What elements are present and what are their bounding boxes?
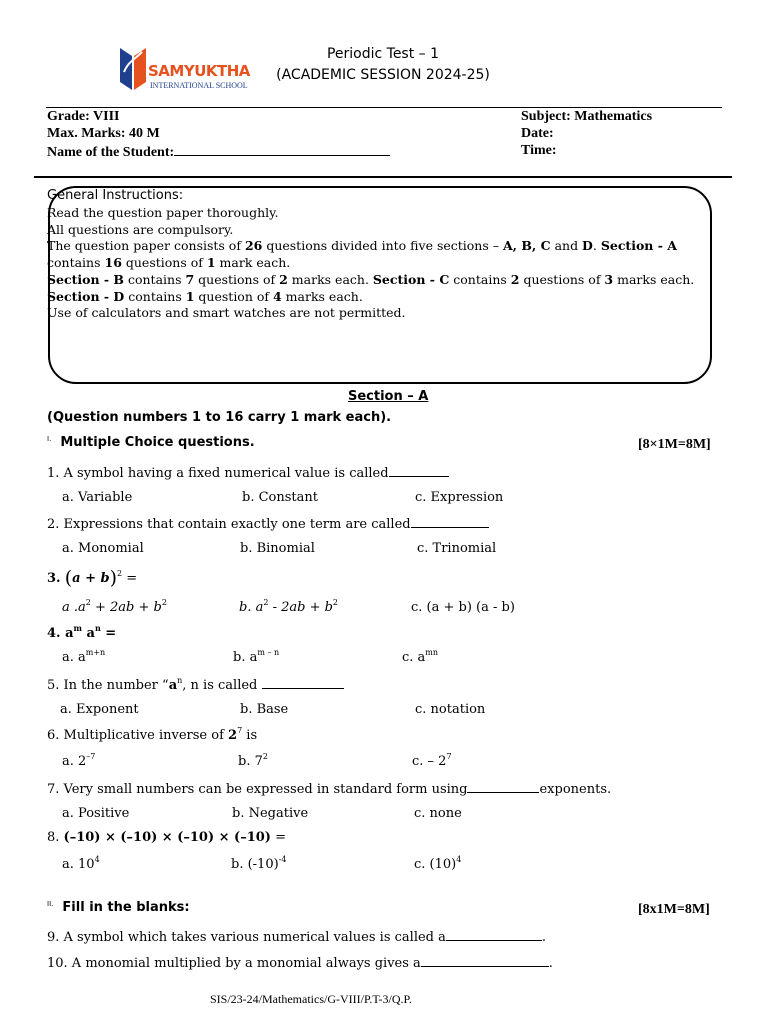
q5-answer-blank[interactable]	[262, 676, 344, 689]
instruction-line-1: Read the question paper thoroughly.	[47, 205, 279, 220]
q5-option-a[interactable]: a. Exponent	[60, 702, 139, 717]
subject-label: Subject: Mathematics	[521, 109, 653, 124]
q6-option-b[interactable]: b. $7^2$	[238, 752, 268, 769]
q10-answer-blank[interactable]	[421, 954, 549, 967]
instruction-line-4: contains 16 questions of 1 mark each.	[47, 255, 291, 270]
instruction-line-7: Use of calculators and smart watches are not permitted.	[47, 305, 406, 320]
test-title: Periodic Test – 1	[326, 46, 440, 62]
section-a-subtitle: (Question numbers 1 to 16 carry 1 mark each).	[47, 410, 392, 425]
header-divider	[34, 176, 732, 178]
q4-option-b[interactable]: b. $a^{m - n}$	[233, 648, 280, 665]
q1-answer-blank[interactable]	[389, 464, 449, 477]
part-1-number: I.	[47, 435, 52, 443]
q1-option-a[interactable]: a. Variable	[62, 490, 133, 505]
q4-option-a[interactable]: a. $a^{m+n}$	[62, 648, 106, 665]
part-1-title: Multiple Choice questions.	[60, 435, 255, 450]
academic-session: (ACADEMIC SESSION 2024-25)	[276, 67, 490, 83]
instruction-line-3: The question paper consists of 26 questions divided into five sections – A, B, C and D. Section - A	[47, 238, 677, 253]
part-1-marks: [8×1M=8M]	[638, 437, 711, 452]
q2-answer-blank[interactable]	[411, 515, 489, 528]
q8-option-a[interactable]: a. $10^4$	[62, 855, 100, 872]
part-2-number: II.	[47, 900, 54, 908]
student-name-text: Name of the Student:	[47, 145, 175, 160]
instructions-heading: General Instructions:	[47, 188, 184, 203]
instruction-line-2: All questions are compulsory.	[47, 222, 234, 237]
q6-option-a[interactable]: a. $2^{-7}$	[62, 752, 96, 769]
question-7: 7. Very small numbers can be expressed in standard form using exponents.	[47, 782, 612, 797]
student-name-label	[47, 143, 390, 161]
question-10: 10. A monomial multiplied by a monomial always gives a .	[47, 956, 553, 971]
q3-number: 3.	[47, 571, 61, 586]
school-logo	[118, 44, 250, 96]
logo-emblem-icon	[118, 44, 148, 92]
question-6: 6. Multiplicative inverse of $2^7$ is	[47, 726, 258, 743]
part-2-heading	[47, 900, 190, 915]
footer-code: SIS/23-24/Mathematics/G-VIII/P.T-3/Q.P.	[210, 992, 412, 1006]
q1-option-c[interactable]: c. Expression	[415, 490, 504, 505]
q5-option-c[interactable]: c. notation	[415, 702, 486, 717]
q2-option-a[interactable]: a. Monomial	[62, 541, 144, 556]
time-label: Time:	[521, 143, 557, 158]
q7-option-a[interactable]: a. Positive	[62, 806, 130, 821]
date-label: Date:	[521, 126, 554, 141]
q3-expression: a + b	[72, 571, 110, 586]
logo-name: SAMYUKTHA	[148, 62, 250, 80]
instruction-line-6: Section - D contains 1 question of 4 marks each.	[47, 289, 363, 304]
q8-option-b[interactable]: b. $(-10)^{-4}$	[231, 855, 287, 872]
question-5: 5. In the number “$a^n$, n is called	[47, 676, 344, 693]
q9-answer-blank[interactable]	[446, 928, 542, 941]
q3-exponent: 2	[117, 569, 123, 578]
q2-option-c[interactable]: c. Trinomial	[417, 541, 497, 556]
q7-answer-blank[interactable]	[467, 780, 539, 793]
q5-option-b[interactable]: b. Base	[240, 702, 289, 717]
q3-option-b[interactable]: b. $a^2 - 2ab + b^2$	[239, 598, 339, 615]
q7-option-b[interactable]: b. Negative	[232, 806, 309, 821]
question-3: 3. $(a + b)^2$ =	[47, 567, 138, 589]
q7-option-c[interactable]: c. none	[414, 806, 462, 821]
q4-option-c[interactable]: c. $a^{mn}$	[402, 648, 439, 665]
q3-option-a[interactable]: a $.a^2 + 2ab + b^2$	[62, 598, 167, 615]
part-2-marks: [8x1M=8M]	[638, 902, 710, 917]
logo-subtitle: INTERNATIONAL SCHOOL	[150, 81, 248, 90]
question-2: 2. Expressions that contain exactly one term are called	[47, 515, 489, 532]
part-2-title: Fill in the blanks:	[62, 900, 190, 915]
q1-option-b[interactable]: b. Constant	[242, 490, 318, 505]
grade-label: Grade: VIII	[47, 109, 120, 124]
question-1: 1. A symbol having a fixed numerical value is called	[47, 464, 449, 481]
part-1-heading	[47, 435, 255, 450]
student-name-blank[interactable]	[174, 143, 390, 156]
header-rule	[46, 107, 722, 108]
question-4: 4. $a^m$ $a^n$ =	[47, 623, 117, 641]
question-8: 8. (–10) × (–10) × (–10) × (–10) =	[47, 830, 286, 845]
max-marks-label: Max. Marks: 40 M	[47, 126, 160, 141]
q2-option-b[interactable]: b. Binomial	[240, 541, 315, 556]
q3-equals: =	[126, 571, 138, 586]
section-a-title: Section – A	[348, 389, 429, 404]
instruction-line-5: Section - B contains 7 questions of 2 marks each. Section - C contains 2 questions of 3 marks each.	[47, 272, 695, 287]
question-9: 9. A symbol which takes various numerical values is called a .	[47, 930, 547, 945]
q6-option-c[interactable]: c. – $2^7$	[412, 752, 452, 769]
q3-option-c[interactable]: c. (a + b) (a - b)	[411, 600, 515, 615]
q8-option-c[interactable]: c. $(10)^4$	[414, 855, 462, 872]
